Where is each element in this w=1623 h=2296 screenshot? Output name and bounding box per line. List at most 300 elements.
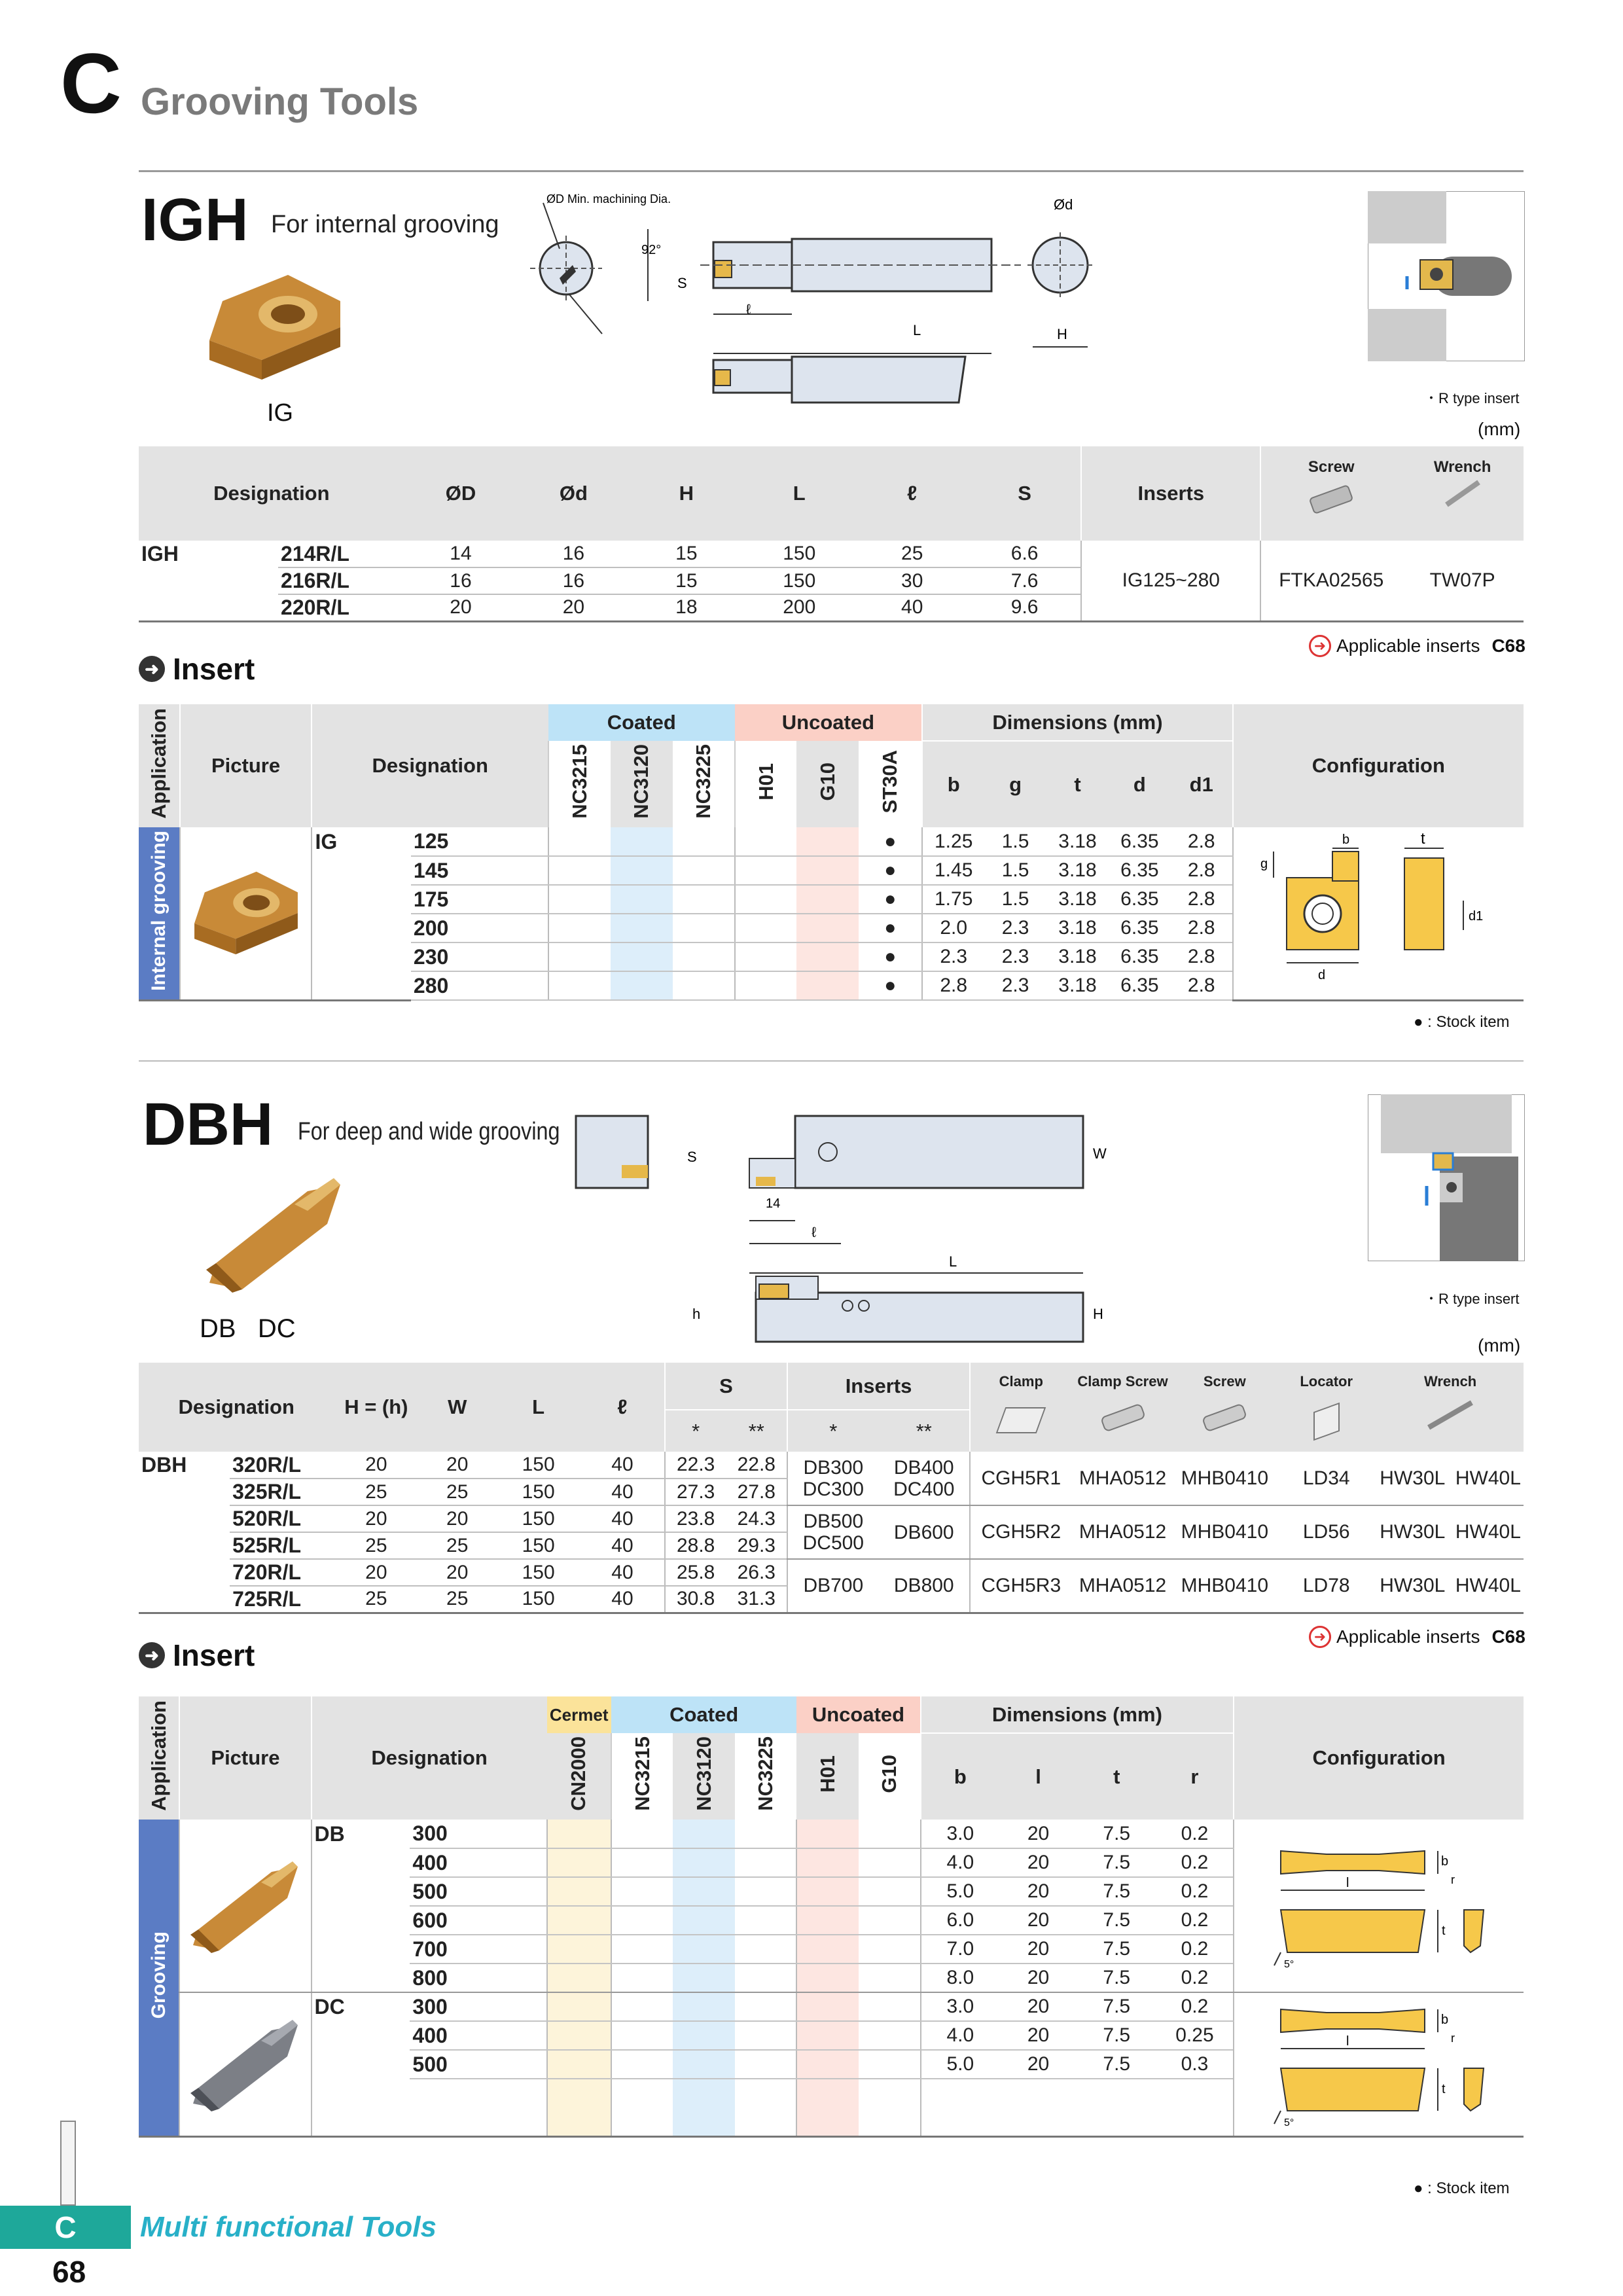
- stock-dot: ●: [859, 942, 922, 971]
- cell: 20: [334, 1452, 418, 1479]
- dim-cell: 20: [999, 1906, 1077, 1935]
- grade-header: NC3120: [673, 1733, 735, 1820]
- db-dc-label: DB DC: [200, 1314, 296, 1343]
- dim-cell: 6.35: [1109, 971, 1171, 1000]
- dim-cell: 7.0: [921, 1935, 1000, 1964]
- insert-cell: DB700: [787, 1559, 878, 1613]
- insert-cell: DB400 DC400: [879, 1452, 970, 1505]
- arrow-circle-icon: ➜: [1309, 635, 1331, 657]
- dim-cell: 20: [999, 2021, 1077, 2050]
- footer-tab-letter: C: [54, 2210, 77, 2244]
- dim-cell: 2.8: [1171, 856, 1233, 885]
- igh-name: IGH: [141, 187, 249, 253]
- col-designation: Designation: [139, 1363, 334, 1452]
- igh-workpiece-drawing: [1368, 191, 1525, 361]
- cell: 150: [743, 541, 855, 567]
- col-coated: Coated: [548, 704, 735, 741]
- igh-tool-drawing: [530, 190, 1139, 412]
- page-ref: C68: [1491, 636, 1525, 656]
- col-wrench: Wrench: [1377, 1363, 1524, 1452]
- screw-cell: FTKA02565: [1260, 541, 1401, 621]
- picture-cell: [179, 1992, 311, 2136]
- dim-cell: 6.35: [1109, 914, 1171, 942]
- dim-cell: 2.8: [1171, 971, 1233, 1000]
- dim-cell: 2.0: [922, 914, 984, 942]
- grade-header: NC3215: [611, 1733, 673, 1820]
- col-coated: Coated: [611, 1696, 797, 1733]
- dim-cell: 20: [999, 1877, 1077, 1906]
- cell: 20: [418, 1505, 496, 1532]
- col-uncoated: Uncoated: [735, 704, 923, 741]
- cell: 25.8: [665, 1559, 726, 1586]
- grade-header: G10: [796, 741, 859, 827]
- divider: [139, 170, 1524, 172]
- cell: 25: [334, 1532, 418, 1559]
- sub-header: *: [665, 1410, 726, 1452]
- dim-cell: 7.5: [1077, 1964, 1156, 1992]
- dim-header: t: [1077, 1733, 1156, 1820]
- svg-text:ℓ: ℓ: [746, 301, 751, 317]
- col-L: L: [743, 446, 855, 541]
- svg-text:ℓ: ℓ: [812, 1224, 817, 1240]
- svg-text:L: L: [913, 322, 921, 338]
- svg-text:H: H: [1057, 326, 1067, 342]
- cell: 25: [334, 1479, 418, 1505]
- col-screw: Screw: [1173, 1363, 1275, 1452]
- cell: 40: [580, 1586, 665, 1613]
- dim-header: t: [1046, 741, 1109, 827]
- col-configuration: Configuration: [1233, 704, 1524, 827]
- cell: 16: [517, 541, 630, 567]
- table-row: [139, 1505, 1524, 1532]
- designation: 700: [410, 1935, 546, 1964]
- dim-cell: 0.3: [1156, 2050, 1234, 2079]
- cell: 29.3: [726, 1532, 787, 1559]
- cell: 20: [418, 1452, 496, 1479]
- col-application: Application: [139, 1696, 179, 1820]
- dim-cell: 2.8: [1171, 942, 1233, 971]
- cell: 150: [496, 1452, 580, 1479]
- col-configuration: Configuration: [1234, 1696, 1524, 1820]
- svg-text:t: t: [1442, 1923, 1446, 1938]
- cell: 18: [630, 594, 743, 621]
- table-row: [139, 1559, 1524, 1586]
- dim-cell: 3.18: [1046, 885, 1109, 914]
- designation: 220R/L: [278, 594, 404, 621]
- ig-stock-note: ● : Stock item: [1414, 1013, 1510, 1031]
- dim-cell: 6.0: [921, 1906, 1000, 1935]
- dim-cell: 2.8: [1171, 827, 1233, 856]
- family-label: IGH: [141, 542, 179, 565]
- designation: 300: [410, 1992, 546, 2021]
- arrow-circle-icon: ➜: [139, 1642, 165, 1668]
- insert-title: Insert: [173, 1638, 255, 1672]
- db-insert-image: [203, 1165, 347, 1296]
- col-l: ℓ: [580, 1363, 665, 1452]
- dim-header: b: [922, 741, 984, 827]
- grade-header: G10: [859, 1733, 921, 1820]
- db-insert-picture: [187, 1851, 304, 1956]
- dim-cell: 6.35: [1109, 856, 1171, 885]
- igh-unit: (mm): [1478, 419, 1521, 439]
- cell: 16: [517, 567, 630, 594]
- dim-cell: 7.5: [1077, 2050, 1156, 2079]
- svg-text:W: W: [1093, 1145, 1107, 1162]
- designation: 230: [411, 942, 548, 971]
- wrench-cell: HW30L HW40L: [1377, 1452, 1524, 1505]
- svg-text:14: 14: [766, 1196, 781, 1211]
- cell: 40: [855, 594, 968, 621]
- stock-dot: ●: [859, 856, 922, 885]
- grade-header: NC3225: [735, 1733, 797, 1820]
- col-clamp: Clamp: [970, 1363, 1072, 1452]
- grade-header: H01: [735, 741, 797, 827]
- arrow-circle-icon: ➜: [1309, 1626, 1331, 1648]
- cell: 27.3: [665, 1479, 726, 1505]
- designation: 125: [411, 827, 548, 856]
- db-configuration-drawing: [1248, 1838, 1510, 1969]
- cell: 40: [580, 1532, 665, 1559]
- dim-cell: 0.2: [1156, 1935, 1234, 1964]
- dbh-applicable-link[interactable]: [1309, 1626, 1525, 1648]
- dim-cell: 0.2: [1156, 1906, 1234, 1935]
- page-ref: C68: [1491, 1626, 1525, 1647]
- svg-text:l: l: [1346, 1875, 1349, 1890]
- designation: 720R/L: [230, 1559, 334, 1586]
- svg-text:r: r: [1451, 2031, 1455, 2045]
- col-S: S: [665, 1363, 787, 1410]
- dim-cell: 5.0: [921, 2050, 1000, 2079]
- col-picture: Picture: [180, 704, 312, 827]
- screw-cell: MHB0410: [1173, 1452, 1275, 1505]
- designation: 520R/L: [230, 1505, 334, 1532]
- ig-insert-table: [139, 704, 1524, 1001]
- locator-cell: LD78: [1275, 1559, 1377, 1613]
- family-label: DBH: [141, 1453, 187, 1477]
- ig-insert-picture: [184, 861, 308, 960]
- col-wrench: Wrench: [1401, 446, 1524, 541]
- designation: 400: [410, 1848, 546, 1877]
- cell: 28.8: [665, 1532, 726, 1559]
- sub-header: **: [726, 1410, 787, 1452]
- configuration-cell: [1233, 827, 1524, 1000]
- clamp-screw-cell: MHA0512: [1072, 1505, 1174, 1559]
- locator-cell: LD34: [1275, 1452, 1377, 1505]
- dbh-r-type-note: ・R type insert: [1424, 1291, 1520, 1307]
- cfg-t: t: [1421, 832, 1426, 848]
- cell: 150: [743, 567, 855, 594]
- col-picture: Picture: [179, 1696, 311, 1820]
- col-inserts: Inserts: [787, 1363, 970, 1410]
- min-dia-label: ØD Min. machining Dia.: [546, 192, 671, 206]
- divider: [139, 1060, 1524, 1062]
- svg-text:Ød: Ød: [1054, 196, 1073, 213]
- col-designation: Designation: [139, 446, 404, 541]
- application-cell: Internal grooving: [139, 827, 180, 1000]
- dim-cell: 6.35: [1109, 942, 1171, 971]
- cfg-b: b: [1342, 833, 1350, 848]
- col-application: Application: [139, 704, 180, 827]
- dim-cell: 20: [999, 1820, 1077, 1848]
- cfg-d: d: [1318, 968, 1326, 983]
- cell: 15: [630, 567, 743, 594]
- dim-cell: 20: [999, 1992, 1077, 2021]
- table-row: [139, 1992, 1524, 2021]
- picture-cell: [179, 1820, 311, 1992]
- col-d: Ød: [517, 446, 630, 541]
- cell: 16: [404, 567, 517, 594]
- cell: 40: [580, 1479, 665, 1505]
- table-row: [139, 1452, 1524, 1479]
- screw-icon: [1309, 484, 1354, 514]
- cell: 31.3: [726, 1586, 787, 1613]
- screw-icon: [1202, 1403, 1247, 1432]
- dim-header: b: [921, 1733, 1000, 1820]
- insert-cell: DB800: [879, 1559, 970, 1613]
- igh-r-type-note: ・R type insert: [1424, 390, 1520, 406]
- dim-cell: 2.3: [984, 942, 1046, 971]
- col-D: ØD: [404, 446, 517, 541]
- family-label: IG: [312, 827, 410, 856]
- dbh-unit: (mm): [1478, 1335, 1521, 1355]
- dim-cell: 1.5: [984, 856, 1046, 885]
- dim-cell: 20: [999, 1848, 1077, 1877]
- stock-dot: ●: [859, 971, 922, 1000]
- dbh-workpiece-drawing: [1368, 1094, 1525, 1261]
- cell: 25: [418, 1479, 496, 1505]
- designation: 200: [411, 914, 548, 942]
- cell: 6.6: [969, 541, 1081, 567]
- dim-cell: 3.18: [1046, 856, 1109, 885]
- dim-cell: 2.8: [1171, 885, 1233, 914]
- dim-cell: 20: [999, 1935, 1077, 1964]
- cell: 27.8: [726, 1479, 787, 1505]
- dbh-subtitle: For deep and wide grooving: [298, 1118, 560, 1145]
- svg-text:t: t: [1442, 2081, 1446, 2096]
- locator-icon: [1313, 1403, 1340, 1441]
- cell: 20: [404, 594, 517, 621]
- dim-header: d1: [1171, 741, 1233, 827]
- designation: 214R/L: [278, 541, 404, 567]
- col-uncoated: Uncoated: [796, 1696, 920, 1733]
- grade-header: NC3120: [611, 741, 673, 827]
- cell: 20: [418, 1559, 496, 1586]
- dim-cell: 2.3: [984, 914, 1046, 942]
- dim-cell: 0.2: [1156, 1877, 1234, 1906]
- dim-cell: 7.5: [1077, 1992, 1156, 2021]
- dim-cell: 7.5: [1077, 2021, 1156, 2050]
- col-designation: Designation: [312, 1696, 547, 1820]
- cell: 150: [496, 1559, 580, 1586]
- col-l: ℓ: [855, 446, 968, 541]
- grade-header: CN2000: [547, 1733, 611, 1820]
- cell: 150: [496, 1505, 580, 1532]
- dim-cell: 0.2: [1156, 1964, 1234, 1992]
- table-row: [139, 1820, 1524, 1848]
- col-screw: Screw: [1260, 446, 1401, 541]
- cell: 25: [418, 1586, 496, 1613]
- page-title: Grooving Tools: [141, 81, 419, 123]
- dim-cell: 3.18: [1046, 914, 1109, 942]
- cell: 150: [496, 1479, 580, 1505]
- designation: 500: [410, 2050, 546, 2079]
- cell: 200: [743, 594, 855, 621]
- family-label: DB: [312, 1820, 410, 1848]
- designation: 525R/L: [230, 1532, 334, 1559]
- designation: 725R/L: [230, 1586, 334, 1613]
- picture-cell: [180, 827, 312, 1000]
- clamp-cell: CGH5R1: [970, 1452, 1072, 1505]
- dbh-name: DBH: [143, 1091, 274, 1158]
- dim-header: r: [1156, 1733, 1234, 1820]
- designation: 400: [410, 2021, 546, 2050]
- db-dc-insert-table: [139, 1696, 1524, 2138]
- dim-cell: 1.25: [922, 827, 984, 856]
- col-inserts: Inserts: [1081, 446, 1260, 541]
- designation: 325R/L: [230, 1479, 334, 1505]
- cell: 20: [334, 1559, 418, 1586]
- sub-header: *: [787, 1410, 878, 1452]
- col-L: L: [496, 1363, 580, 1452]
- ig-insert-label: IG: [267, 399, 294, 427]
- cell: 7.6: [969, 567, 1081, 594]
- cell: 23.8: [665, 1505, 726, 1532]
- grade-header: ST30A: [859, 741, 922, 827]
- designation: 216R/L: [278, 567, 404, 594]
- dim-cell: 7.5: [1077, 1906, 1156, 1935]
- dim-cell: 3.18: [1046, 827, 1109, 856]
- dim-cell: 3.0: [921, 1992, 1000, 2021]
- cell: 25: [334, 1586, 418, 1613]
- dim-cell: 0.2: [1156, 1992, 1234, 2021]
- arrow-circle-icon: ➜: [139, 656, 165, 682]
- svg-text:b: b: [1441, 2012, 1449, 2027]
- db-stock-note: ● : Stock item: [1414, 2179, 1510, 2197]
- dim-header: l: [999, 1733, 1077, 1820]
- col-W: W: [418, 1363, 496, 1452]
- applicable-label: Applicable inserts: [1336, 636, 1480, 656]
- dim-cell: 7.5: [1077, 1935, 1156, 1964]
- sub-header: **: [879, 1410, 970, 1452]
- clamp-cell: CGH5R2: [970, 1505, 1072, 1559]
- col-designation: Designation: [312, 704, 548, 827]
- dim-cell: 1.5: [984, 827, 1046, 856]
- igh-subtitle: For internal grooving: [271, 211, 499, 238]
- dim-header: g: [984, 741, 1046, 827]
- insert-cell: DB500 DC500: [787, 1505, 878, 1559]
- page-number: 68: [52, 2255, 86, 2289]
- screw-cell: MHB0410: [1173, 1505, 1275, 1559]
- svg-text:S: S: [677, 275, 687, 291]
- wrench-cell: HW30L HW40L: [1377, 1559, 1524, 1613]
- dc-insert-picture: [187, 2009, 304, 2114]
- dim-cell: 7.5: [1077, 1820, 1156, 1848]
- dbh-tool-drawing: [569, 1100, 1171, 1348]
- family-label: DC: [312, 1992, 410, 2021]
- application-cell: Grooving: [139, 1820, 179, 2136]
- designation: 300: [410, 1820, 546, 1848]
- section-letter: C: [60, 35, 122, 131]
- cell: 20: [334, 1505, 418, 1532]
- inserts-cell: IG125~280: [1081, 541, 1260, 621]
- col-H: H = (h): [334, 1363, 418, 1452]
- cell: 14: [404, 541, 517, 567]
- locator-cell: LD56: [1275, 1505, 1377, 1559]
- designation: 500: [410, 1877, 546, 1906]
- clamp-screw-icon: [1099, 1403, 1145, 1432]
- dim-cell: 6.35: [1109, 885, 1171, 914]
- col-S: S: [969, 446, 1081, 541]
- dim-cell: 20: [999, 2050, 1077, 2079]
- designation: 600: [410, 1906, 546, 1935]
- dim-cell: 1.45: [922, 856, 984, 885]
- svg-text:l: l: [1346, 2034, 1349, 2049]
- insert-title: Insert: [173, 652, 255, 686]
- cell: 25: [418, 1532, 496, 1559]
- cell: 40: [580, 1452, 665, 1479]
- designation: 800: [410, 1964, 546, 1992]
- cell: 20: [517, 594, 630, 621]
- designation: 145: [411, 856, 548, 885]
- cell: 30: [855, 567, 968, 594]
- clamp-cell: CGH5R3: [970, 1559, 1072, 1613]
- dbh-spec-table: [139, 1363, 1524, 1614]
- svg-text:92°: 92°: [641, 243, 662, 257]
- igh-spec-table: [139, 446, 1524, 622]
- dim-cell: 20: [999, 1964, 1077, 1992]
- cell: 40: [580, 1559, 665, 1586]
- footer-tool-icon: [60, 2121, 76, 2206]
- dim-cell: 0.2: [1156, 1848, 1234, 1877]
- dim-cell: 4.0: [921, 2021, 1000, 2050]
- col-H: H: [630, 446, 743, 541]
- grade-header: NC3225: [673, 741, 735, 827]
- dim-cell: 3.18: [1046, 942, 1109, 971]
- igh-applicable-link[interactable]: [1309, 635, 1525, 657]
- cell: 26.3: [726, 1559, 787, 1586]
- dim-cell: 8.0: [921, 1964, 1000, 1992]
- stock-dot: ●: [859, 914, 922, 942]
- dc-configuration-drawing: [1248, 1996, 1510, 2127]
- dim-cell: 1.75: [922, 885, 984, 914]
- svg-text:5°: 5°: [1284, 2117, 1294, 2127]
- cell: 22.3: [665, 1452, 726, 1479]
- wrench-cell: HW30L HW40L: [1377, 1505, 1524, 1559]
- table-row: [139, 827, 1524, 856]
- insert-cell: DB300 DC300: [787, 1452, 878, 1505]
- dbh-insert-heading: [139, 1638, 255, 1673]
- igh-insert-heading: [139, 651, 255, 687]
- cell: 150: [496, 1586, 580, 1613]
- dim-cell: 2.8: [922, 971, 984, 1000]
- dim-cell: 4.0: [921, 1848, 1000, 1877]
- stock-dot: ●: [859, 827, 922, 856]
- screw-cell: MHB0410: [1173, 1559, 1275, 1613]
- designation: 175: [411, 885, 548, 914]
- wrench-cell: TW07P: [1401, 541, 1524, 621]
- footer-tab: [0, 2206, 131, 2249]
- footer-series: Multi functional Tools: [140, 2211, 437, 2243]
- designation: 280: [411, 971, 548, 1000]
- clamp-icon: [996, 1407, 1046, 1433]
- svg-text:S: S: [687, 1149, 697, 1165]
- cfg-g: g: [1260, 857, 1268, 872]
- col-locator: Locator: [1275, 1363, 1377, 1452]
- svg-text:H: H: [1093, 1306, 1103, 1322]
- dim-cell: 7.5: [1077, 1877, 1156, 1906]
- svg-text:b: b: [1441, 1854, 1449, 1869]
- cell: 150: [496, 1532, 580, 1559]
